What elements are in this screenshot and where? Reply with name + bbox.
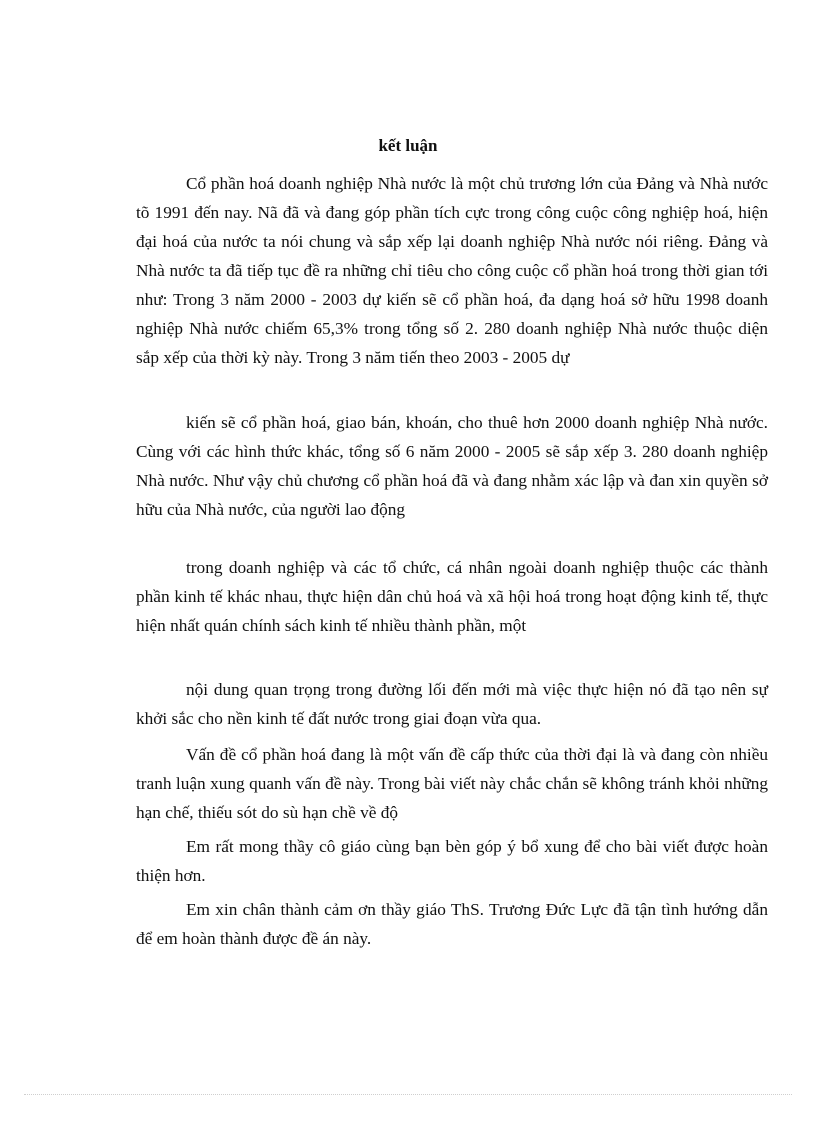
paragraph-3: trong doanh nghiệp và các tổ chức, cá nhân ngoài doanh nghiệp thuộc các thành phần kinh tế khác nhau, thực hiện dân chủ hoá và xã hội hoá trong hoạt động kinh tế, thực hiện nhất quán chính sách kinh tế nhiều thành phần, một (136, 558, 768, 635)
paragraph-5: Vấn đề cổ phần hoá đang là một vấn đề cấp thức của thời đại là và đang còn nhiều tranh luận xung quanh vấn đề này. Trong bài viết này chắc chắn sẽ không tránh khỏi những hạn chế, thiếu sót do sù hạn chề về độ (136, 745, 768, 822)
paragraph-7: Em xin chân thành cảm ơn thầy giáo ThS. Trương Đức Lực đã tận tình hướng dẫn để em hoàn thành được đề án này. (136, 900, 768, 948)
paragraph-2: kiến sẽ cổ phần hoá, giao bán, khoán, cho thuê hơn 2000 doanh nghiệp Nhà nước. Cùng với các hình thức khác, tổng số 6 năm 2000 - 2005 sẽ sắp xếp 3. 280 doanh nghiệp Nhà nước. Như vậy chủ chương cổ phần hoá đã và đang nhằm xác lập và đan xin quyền sở hữu của Nhà nước, của người lao động (136, 413, 768, 519)
paragraph-4: nội dung quan trọng trong đường lối đến mới mà việc thực hiện nó đã tạo nên sự khởi sắc cho nền kinh tế đất nước trong giai đoạn vừa qua. (136, 680, 768, 728)
page-footer-divider (24, 1094, 792, 1095)
section-title: kết luận (378, 136, 438, 155)
paragraph-1: Cổ phần hoá doanh nghiệp Nhà nước là một chủ trương lớn của Đảng và Nhà nước tõ 1991 đến nay. Nã đã và đang góp phần tích cực trong công cuộc công nghiệp hoá, hiện đại hoá của nước ta nói chung và sắp xếp lại doanh nghiệp Nhà nước nói riêng. Đảng và Nhà nước ta đã tiếp tục đề ra những chỉ tiêu cho công cuộc cổ phần hoá trong thời gian tới như: Trong 3 năm 2000 - 2003 dự kiến sẽ cổ phần hoá, đa dạng hoá sở hữu 1998 doanh nghiệp Nhà nước chiếm 65,3% trong tổng số 2. 280 doanh nghiệp Nhà nước thuộc diện sắp xếp của thời kỳ này. Trong 3 năm tiến theo 2003 - 2005 dự (136, 174, 768, 367)
paragraph-6: Em rất mong thầy cô giáo cùng bạn bèn góp ý bổ xung để cho bài viết được hoàn thiện hơn. (136, 837, 768, 885)
